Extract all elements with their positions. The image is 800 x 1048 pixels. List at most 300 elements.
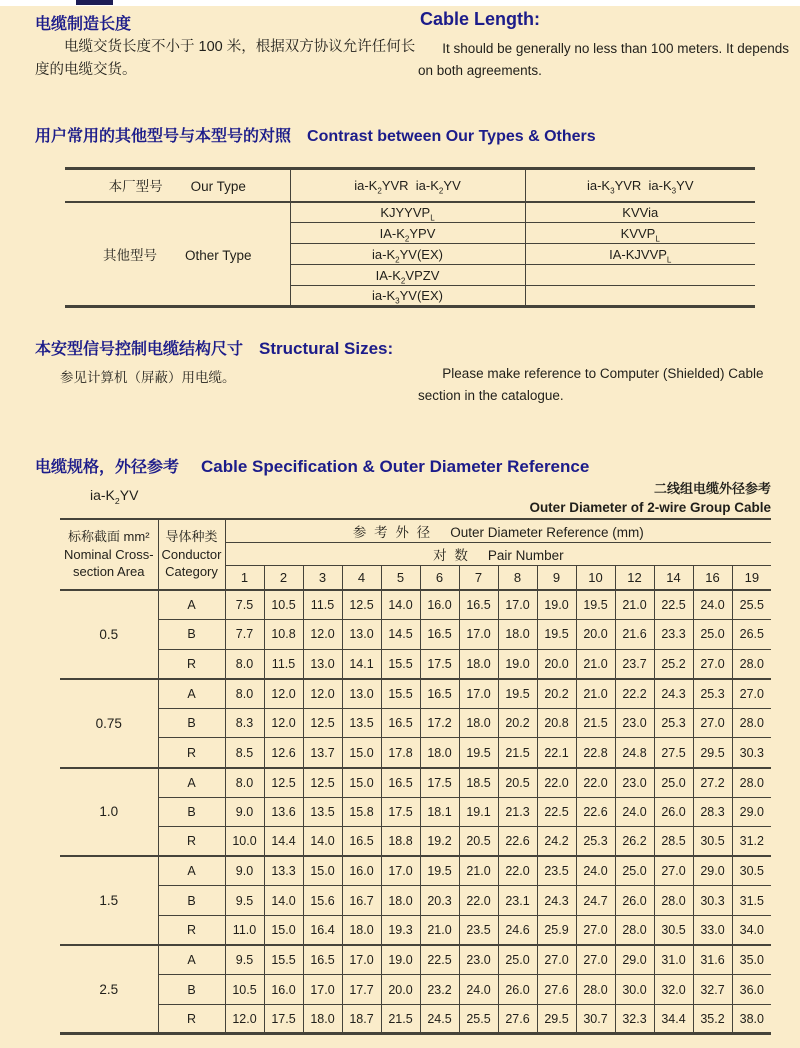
diameter-value: 12.5: [264, 768, 303, 798]
header-line: Nominal Cross-: [63, 546, 154, 562]
diameter-value: 26.0: [615, 886, 654, 916]
diameter-value: 10.0: [225, 827, 264, 857]
conductor-category-value: A: [158, 768, 225, 798]
cable-length-body-en: It should be generally no less than 100 meters. It depends on both agreements.: [418, 41, 790, 78]
structural-body-zh: 参见计算机（屏蔽）用电缆。: [60, 370, 236, 385]
diameter-value: 14.1: [342, 649, 381, 679]
diameter-value: 18.7: [342, 1004, 381, 1034]
diameter-value: 35.0: [732, 945, 771, 975]
conductor-category-value: R: [158, 649, 225, 679]
diameter-value: 16.7: [342, 886, 381, 916]
diameter-value: 18.0: [381, 886, 420, 916]
diameter-value: 11.0: [225, 916, 264, 946]
pair-number-cell: 8: [498, 565, 537, 590]
diameter-value: 17.0: [498, 590, 537, 620]
diameter-value: 30.3: [732, 738, 771, 768]
diameter-value: 29.0: [615, 945, 654, 975]
table-row: [60, 916, 771, 946]
diameter-value: 22.0: [537, 768, 576, 798]
diameter-value: 14.4: [264, 827, 303, 857]
diameter-value: 28.0: [732, 649, 771, 679]
diameter-value: 8.5: [225, 738, 264, 768]
diameter-value: 26.5: [732, 620, 771, 650]
conductor-category-value: B: [158, 797, 225, 827]
diameter-value: 30.5: [732, 856, 771, 886]
diameter-value: 15.6: [303, 886, 342, 916]
header-line: Category: [165, 564, 218, 580]
structural-body-en: Please make reference to Computer (Shielded) Cable section in the catalogue.: [418, 366, 764, 403]
diameter-value: 16.5: [381, 768, 420, 798]
diameter-value: 23.2: [420, 975, 459, 1005]
diameter-value: 28.0: [615, 916, 654, 946]
diameter-value: 16.5: [303, 945, 342, 975]
diameter-value: 17.7: [342, 975, 381, 1005]
diameter-value: 27.0: [654, 856, 693, 886]
diameter-value: 22.1: [537, 738, 576, 768]
pair-number-cell: 4: [342, 565, 381, 590]
other-type-cell: [525, 286, 755, 307]
diameter-value: 9.5: [225, 886, 264, 916]
diameter-value: 26.0: [498, 975, 537, 1005]
diameter-value: 25.3: [654, 708, 693, 738]
diameter-value: 13.6: [264, 797, 303, 827]
diameter-value: 19.5: [537, 620, 576, 650]
diameter-value: 24.3: [537, 886, 576, 916]
diameter-value: 12.0: [303, 620, 342, 650]
diameter-value: 27.0: [537, 945, 576, 975]
diameter-value: 32.7: [693, 975, 732, 1005]
diameter-value: 35.2: [693, 1004, 732, 1034]
diameter-value: 30.3: [693, 886, 732, 916]
other-type-label-zh: 其他型号: [102, 247, 157, 263]
diameter-value: 23.0: [459, 945, 498, 975]
diameter-value: 31.2: [732, 827, 771, 857]
diameter-value: 21.0: [576, 649, 615, 679]
pair-number-cell: 2: [264, 565, 303, 590]
table-row: [60, 856, 771, 886]
diameter-value: 8.0: [225, 768, 264, 798]
diameter-value: 23.3: [654, 620, 693, 650]
diameter-value: 27.5: [654, 738, 693, 768]
diameter-value: 14.0: [303, 827, 342, 857]
diameter-value: 14.0: [264, 886, 303, 916]
diameter-value: 24.0: [693, 590, 732, 620]
diameter-value: 16.0: [420, 590, 459, 620]
conductor-category-value: R: [158, 738, 225, 768]
cable-length-body-zh: 电缆交货长度不小于 100 米，根据双方协议允许任何长度的电缆交货。: [35, 39, 416, 78]
diameter-value: 33.0: [693, 916, 732, 946]
pair-number-cell: 14: [654, 565, 693, 590]
diameter-value: 10.5: [264, 590, 303, 620]
diameter-value: 21.6: [615, 620, 654, 650]
our-type-cell: $ia-K_2YVR$ $ia-K_2YV$: [290, 169, 525, 202]
nominal-cross-section-header: [60, 519, 158, 590]
diameter-value: 18.0: [459, 708, 498, 738]
diameter-value: 20.5: [498, 768, 537, 798]
diameter-value: 23.5: [459, 916, 498, 946]
page-top-edge: [0, 0, 800, 6]
table-row: [60, 768, 771, 798]
diameter-value: 27.0: [576, 916, 615, 946]
other-type-cell: $ia-K_2YV(EX)$: [290, 244, 525, 265]
diameter-value: 22.0: [576, 768, 615, 798]
diameter-value: 21.5: [498, 738, 537, 768]
table-row: [60, 945, 771, 975]
diameter-value: 15.5: [381, 679, 420, 709]
diameter-value: 12.6: [264, 738, 303, 768]
conductor-category-value: B: [158, 975, 225, 1005]
pair-number-cell: 1: [225, 565, 264, 590]
diameter-value: 25.2: [654, 649, 693, 679]
diameter-value: 30.7: [576, 1004, 615, 1034]
pair-number-cell: 9: [537, 565, 576, 590]
diameter-value: 16.0: [264, 975, 303, 1005]
diameter-value: 24.3: [654, 679, 693, 709]
diameter-value: 15.8: [342, 797, 381, 827]
spec-title-en: Cable Specification & Outer Diameter Reference: [201, 457, 590, 476]
nominal-cross-section-value: 0.75: [60, 679, 158, 768]
diameter-value: 24.5: [420, 1004, 459, 1034]
spec-table-note: [529, 479, 771, 517]
diameter-value: 12.0: [264, 708, 303, 738]
diameter-value: 9.5: [225, 945, 264, 975]
diameter-value: 22.2: [615, 679, 654, 709]
conductor-category-value: B: [158, 708, 225, 738]
diameter-value: 22.0: [459, 886, 498, 916]
diameter-value: 17.0: [303, 975, 342, 1005]
diameter-value: 17.5: [420, 768, 459, 798]
table-row: [60, 827, 771, 857]
header-line: section Area: [72, 564, 145, 580]
spec-note-zh: 二线组电缆外径参考: [653, 481, 771, 496]
conductor-category-value: B: [158, 620, 225, 650]
table-row: [65, 169, 755, 202]
diameter-value: 10.8: [264, 620, 303, 650]
diameter-value: 13.5: [342, 708, 381, 738]
diameter-value: 19.0: [498, 649, 537, 679]
pair-number-header-en: Pair Number: [487, 547, 564, 563]
diameter-value: 24.7: [576, 886, 615, 916]
contrast-title-en: Contrast between Our Types & Others: [307, 128, 596, 145]
diameter-value: 31.0: [654, 945, 693, 975]
diameter-value: 21.5: [576, 708, 615, 738]
diameter-value: 12.0: [264, 679, 303, 709]
header-line: 导体种类: [165, 529, 218, 545]
diameter-value: 18.5: [459, 768, 498, 798]
diameter-value: 20.0: [381, 975, 420, 1005]
diameter-value: 21.0: [576, 679, 615, 709]
diameter-value: 21.0: [420, 916, 459, 946]
diameter-value: 26.2: [615, 827, 654, 857]
diameter-value: 22.5: [420, 945, 459, 975]
diameter-value: 27.0: [693, 649, 732, 679]
diameter-value: 32.3: [615, 1004, 654, 1034]
pair-number-header-zh: 对 数: [433, 547, 470, 563]
diameter-value: 22.8: [576, 738, 615, 768]
spec-section-heading: [35, 454, 589, 477]
diameter-value: 17.8: [381, 738, 420, 768]
diameter-value: 34.0: [732, 916, 771, 946]
conductor-category-value: A: [158, 590, 225, 620]
table-row: [60, 797, 771, 827]
diameter-value: 18.0: [342, 916, 381, 946]
pair-number-cell: 16: [693, 565, 732, 590]
diameter-value: 16.5: [342, 827, 381, 857]
pair-number-header: [225, 542, 771, 565]
diameter-value: 21.0: [459, 856, 498, 886]
diameter-value: 30.0: [615, 975, 654, 1005]
cable-length-title-zh: 电缆制造长度: [35, 16, 132, 33]
diameter-value: 28.0: [732, 768, 771, 798]
diameter-value: 18.8: [381, 827, 420, 857]
diameter-value: 24.0: [459, 975, 498, 1005]
other-type-cell: $IA-KJVVP_L$: [525, 244, 755, 265]
diameter-value: 27.0: [732, 679, 771, 709]
diameter-value: 25.9: [537, 916, 576, 946]
table-row: [65, 202, 755, 223]
diameter-value: 22.6: [576, 797, 615, 827]
diameter-value: 24.0: [615, 797, 654, 827]
diameter-value: 25.3: [576, 827, 615, 857]
our-type-label: [65, 169, 290, 202]
conductor-category-value: A: [158, 679, 225, 709]
diameter-value: 25.3: [693, 679, 732, 709]
diameter-value: 15.0: [303, 856, 342, 886]
conductor-category-value: R: [158, 1004, 225, 1034]
spec-diameter-table: [60, 518, 771, 1035]
diameter-value: 21.3: [498, 797, 537, 827]
our-type-label-en: Our Type: [190, 179, 246, 195]
table-row: [60, 738, 771, 768]
diameter-value: 13.0: [342, 679, 381, 709]
top-edge-mark: [76, 0, 113, 5]
diameter-value: 22.5: [537, 797, 576, 827]
diameter-value: 14.5: [381, 620, 420, 650]
diameter-value: 34.4: [654, 1004, 693, 1034]
table-row: [60, 708, 771, 738]
diameter-value: 31.5: [732, 886, 771, 916]
diameter-value: 11.5: [264, 649, 303, 679]
diameter-value: 28.5: [654, 827, 693, 857]
diameter-value: 20.8: [537, 708, 576, 738]
diameter-value: 17.2: [420, 708, 459, 738]
diameter-value: 12.5: [342, 590, 381, 620]
diameter-value: 20.3: [420, 886, 459, 916]
diameter-value: 11.5: [303, 590, 342, 620]
diameter-value: 20.2: [498, 708, 537, 738]
diameter-value: 18.1: [420, 797, 459, 827]
contrast-title-zh: 用户常用的其他型号与本型号的对照: [35, 128, 292, 145]
other-type-cell: $KJYYVP_L$: [290, 202, 525, 223]
diameter-value: 19.5: [498, 679, 537, 709]
diameter-value: 27.2: [693, 768, 732, 798]
other-type-cell: $ia-K_3YV(EX)$: [290, 286, 525, 307]
diameter-value: 20.0: [576, 620, 615, 650]
diameter-value: 17.5: [264, 1004, 303, 1034]
table-row: [60, 620, 771, 650]
diameter-value: 19.5: [576, 590, 615, 620]
diameter-value: 24.6: [498, 916, 537, 946]
table-row: [60, 679, 771, 709]
diameter-value: 17.5: [420, 649, 459, 679]
nominal-cross-section-value: 0.5: [60, 590, 158, 679]
diameter-value: 28.3: [693, 797, 732, 827]
diameter-value: 27.6: [498, 1004, 537, 1034]
table-row: [60, 975, 771, 1005]
diameter-value: 23.5: [537, 856, 576, 886]
diameter-value: 25.0: [615, 856, 654, 886]
conductor-category-value: R: [158, 916, 225, 946]
diameter-value: 19.0: [537, 590, 576, 620]
diameter-value: 27.0: [576, 945, 615, 975]
table-row: [60, 886, 771, 916]
diameter-value: 15.5: [381, 649, 420, 679]
diameter-value: 23.0: [615, 768, 654, 798]
diameter-value: 27.6: [537, 975, 576, 1005]
diameter-value: 20.2: [537, 679, 576, 709]
types-contrast-table: [65, 167, 755, 308]
diameter-value: 19.2: [420, 827, 459, 857]
contrast-section-heading: [35, 123, 596, 146]
spec-note-en: Outer Diameter of 2-wire Group Cable: [529, 500, 771, 515]
diameter-value: 29.0: [732, 797, 771, 827]
table-row: [60, 1004, 771, 1034]
diameter-value: 22.0: [498, 856, 537, 886]
conductor-category-value: A: [158, 945, 225, 975]
diameter-value: 23.1: [498, 886, 537, 916]
conductor-category-value: A: [158, 856, 225, 886]
nominal-cross-section-value: 1.0: [60, 768, 158, 857]
diameter-value: 22.5: [654, 590, 693, 620]
diameter-value: 17.5: [381, 797, 420, 827]
diameter-value: 38.0: [732, 1004, 771, 1034]
diameter-value: 30.5: [693, 827, 732, 857]
diameter-value: 25.0: [693, 620, 732, 650]
diameter-value: 19.5: [459, 738, 498, 768]
diameter-value: 17.0: [459, 679, 498, 709]
diameter-value: 24.8: [615, 738, 654, 768]
outer-diameter-header: [225, 519, 771, 542]
structural-title-zh: 本安型信号控制电缆结构尺寸: [35, 341, 244, 358]
diameter-value: 15.0: [264, 916, 303, 946]
header-line: Conductor: [161, 546, 222, 562]
diameter-value: 23.7: [615, 649, 654, 679]
diameter-value: 7.7: [225, 620, 264, 650]
diameter-value: 29.5: [537, 1004, 576, 1034]
diameter-value: 14.0: [381, 590, 420, 620]
diameter-value: 8.3: [225, 708, 264, 738]
diameter-value: 18.0: [498, 620, 537, 650]
structural-section-heading: [35, 336, 393, 359]
diameter-value: 16.5: [381, 708, 420, 738]
diameter-value: 30.5: [654, 916, 693, 946]
diameter-value: 12.0: [225, 1004, 264, 1034]
diameter-value: 12.5: [303, 768, 342, 798]
cable-length-title-en: Cable Length:: [420, 9, 540, 29]
diameter-value: 23.0: [615, 708, 654, 738]
diameter-value: 20.0: [537, 649, 576, 679]
diameter-value: 27.0: [693, 708, 732, 738]
other-type-cell: $IA-K_2YPV$: [290, 223, 525, 244]
diameter-value: 13.5: [303, 797, 342, 827]
diameter-value: 16.5: [420, 679, 459, 709]
diameter-value: 25.5: [459, 1004, 498, 1034]
diameter-value: 10.5: [225, 975, 264, 1005]
diameter-value: 17.0: [459, 620, 498, 650]
pair-number-cell: 3: [303, 565, 342, 590]
diameter-value: 28.0: [654, 886, 693, 916]
diameter-value: 8.0: [225, 649, 264, 679]
diameter-value: 31.6: [693, 945, 732, 975]
diameter-value: 12.0: [303, 679, 342, 709]
pair-number-cell: 5: [381, 565, 420, 590]
diameter-value: 15.0: [342, 768, 381, 798]
diameter-value: 7.5: [225, 590, 264, 620]
diameter-value: 19.0: [381, 945, 420, 975]
diameter-value: 25.0: [654, 768, 693, 798]
diameter-value: 17.0: [381, 856, 420, 886]
nominal-cross-section-value: 2.5: [60, 945, 158, 1034]
diameter-value: 17.0: [342, 945, 381, 975]
other-type-cell: $IA-K_2VPZV$: [290, 265, 525, 286]
nominal-cross-section-value: 1.5: [60, 856, 158, 945]
diameter-value: 19.5: [420, 856, 459, 886]
diameter-value: 25.0: [498, 945, 537, 975]
table-row: [60, 590, 771, 620]
diameter-value: 22.6: [498, 827, 537, 857]
other-type-cell: $KVVP_L$: [525, 223, 755, 244]
diameter-value: 13.3: [264, 856, 303, 886]
diameter-value: 21.5: [381, 1004, 420, 1034]
diameter-value: 28.0: [576, 975, 615, 1005]
diameter-value: 13.0: [342, 620, 381, 650]
diameter-value: 9.0: [225, 797, 264, 827]
conductor-category-value: B: [158, 886, 225, 916]
table-row: [60, 649, 771, 679]
spec-title-zh: 电缆规格，外径参考: [35, 459, 180, 476]
diameter-value: 16.5: [459, 590, 498, 620]
outer-diameter-header-en: Outer Diameter Reference (mm): [450, 524, 644, 540]
diameter-value: 24.2: [537, 827, 576, 857]
diameter-value: 13.7: [303, 738, 342, 768]
diameter-value: 18.0: [459, 649, 498, 679]
diameter-value: 15.5: [264, 945, 303, 975]
table-header-row: [60, 519, 771, 542]
diameter-value: 8.0: [225, 679, 264, 709]
pair-number-cell: 12: [615, 565, 654, 590]
diameter-value: 16.4: [303, 916, 342, 946]
header-line: 标称截面 mm²: [67, 529, 150, 545]
diameter-value: 15.0: [342, 738, 381, 768]
diameter-value: 24.0: [576, 856, 615, 886]
diameter-value: 9.0: [225, 856, 264, 886]
conductor-category-header: [158, 519, 225, 590]
outer-diameter-header-zh: 参 考 外 径: [352, 524, 433, 540]
other-type-cell: [525, 265, 755, 286]
diameter-value: 16.5: [420, 620, 459, 650]
diameter-value: 26.0: [654, 797, 693, 827]
structural-title-en: Structural Sizes:: [259, 339, 394, 358]
diameter-value: 13.0: [303, 649, 342, 679]
other-type-label-en: Other Type: [184, 247, 252, 263]
other-type-label: [65, 202, 290, 307]
pair-number-cell: 19: [732, 565, 771, 590]
diameter-value: 29.0: [693, 856, 732, 886]
conductor-category-value: R: [158, 827, 225, 857]
diameter-value: 12.5: [303, 708, 342, 738]
diameter-value: 18.0: [420, 738, 459, 768]
diameter-value: 32.0: [654, 975, 693, 1005]
